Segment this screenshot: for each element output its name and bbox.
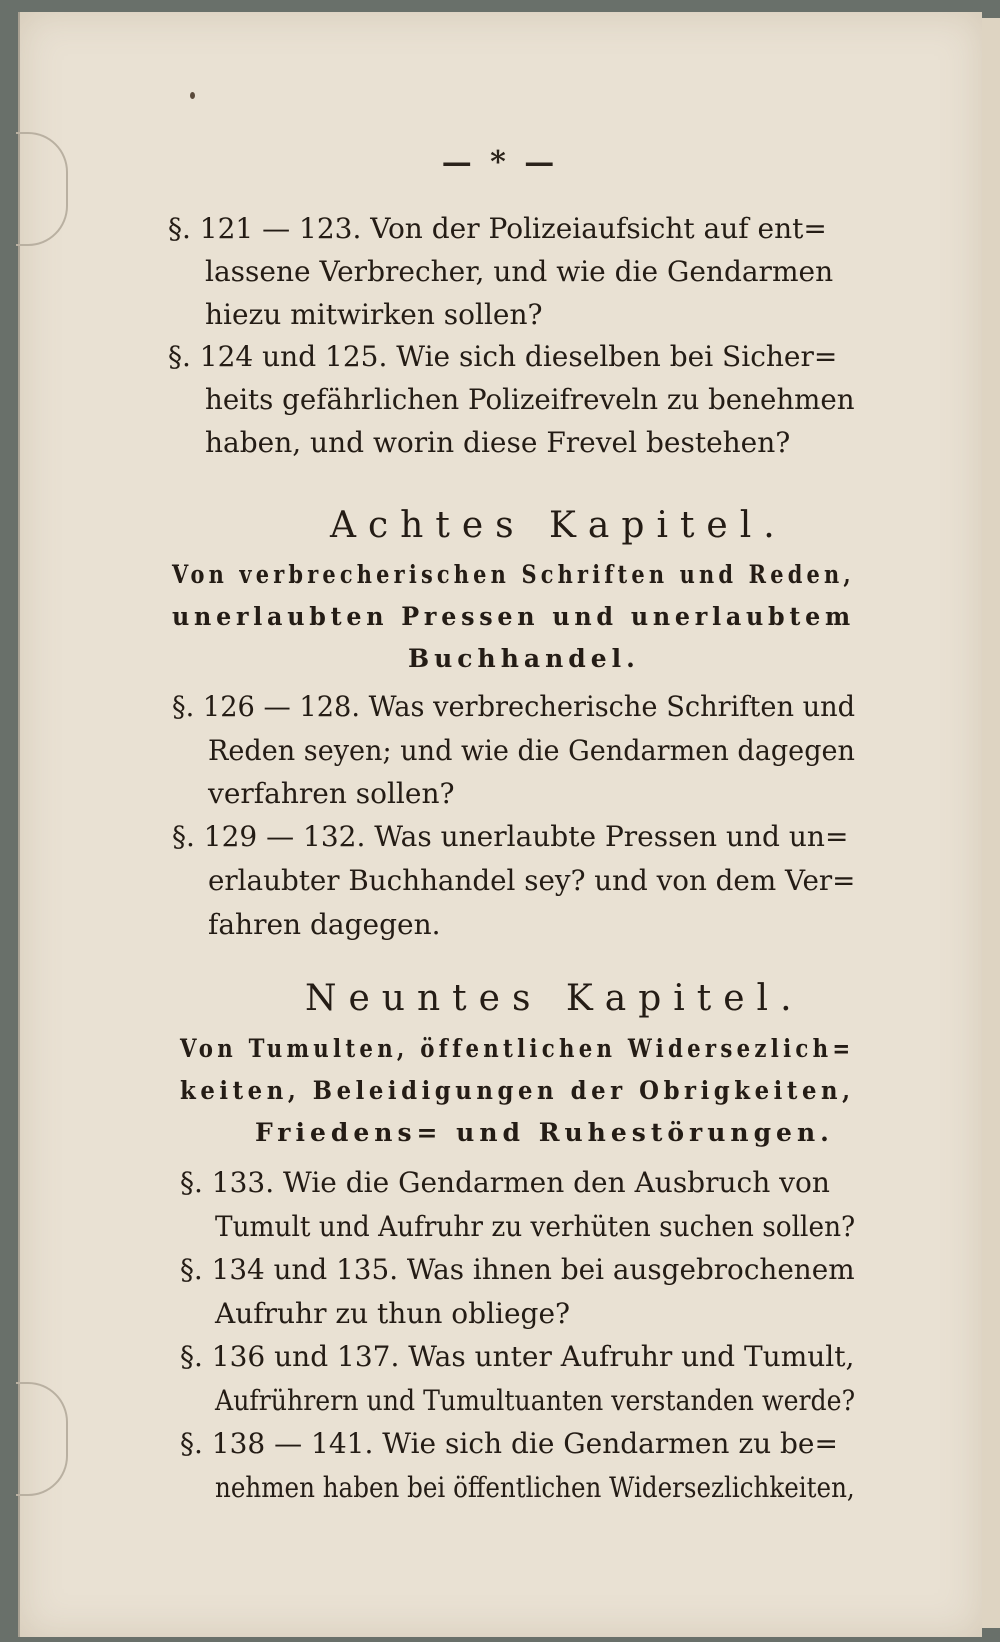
text-line: §. 134 und 135. Was ihnen bei ausgebrochenem xyxy=(180,1253,855,1286)
chapter-subtitle-line: Von Tumulten, öffentlichen Widersezlich= xyxy=(180,1034,855,1063)
text-line: fahren dagegen. xyxy=(208,908,441,941)
text-line: nehmen haben bei öffentlichen Widersezlichkeiten, xyxy=(215,1471,855,1504)
text-line: lassene Verbrecher, und wie die Gendarmen xyxy=(205,255,834,288)
text-line: Aufruhr zu thun obliege? xyxy=(215,1297,571,1330)
text-line: heits gefährlichen Polizeifreveln zu benehmen xyxy=(205,383,855,416)
chapter-subtitle-line: keiten, Beleidigungen der Obrigkeiten, xyxy=(180,1076,855,1105)
text-line: hiezu mitwirken sollen? xyxy=(205,298,543,331)
text-line: §. 124 und 125. Wie sich dieselben bei Sicher= xyxy=(168,340,838,373)
text-line: Aufrührern und Tumultuanten verstanden werde? xyxy=(215,1384,856,1417)
text-line: Tumult und Aufruhr zu verhüten suchen sollen? xyxy=(215,1210,856,1243)
text-line: Reden seyen; und wie die Gendarmen dagegen xyxy=(208,734,855,767)
chapter-subtitle-line: Von verbrecherischen Schriften und Reden, xyxy=(172,560,855,589)
chapter-subtitle-line: Buchhandel. xyxy=(408,644,640,673)
text-line: §. 129 — 132. Was unerlaubte Pressen und un= xyxy=(172,820,849,853)
binding-tab-lower xyxy=(16,1382,68,1496)
chapter-heading: Achtes Kapitel. xyxy=(330,505,787,546)
page-ornament: — * — xyxy=(441,145,559,180)
ink-speck xyxy=(190,92,195,99)
text-line: §. 126 — 128. Was verbrecherische Schriften und xyxy=(172,690,856,723)
text-line: haben, und worin diese Frevel bestehen? xyxy=(205,426,791,459)
text-line: §. 133. Wie die Gendarmen den Ausbruch von xyxy=(180,1166,830,1199)
text-line: erlaubter Buchhandel sey? und von dem Ver= xyxy=(208,864,856,897)
chapter-heading: Neuntes Kapitel. xyxy=(305,978,804,1019)
chapter-subtitle-line: unerlaubten Pressen und unerlaubtem xyxy=(172,602,855,631)
chapter-subtitle-line: Friedens= und Ruhestörungen. xyxy=(255,1118,834,1147)
text-line: §. 138 — 141. Wie sich die Gendarmen zu be= xyxy=(180,1427,838,1460)
next-page-edge xyxy=(980,18,1000,1628)
text-line: §. 121 — 123. Von der Polizeiaufsicht auf ent= xyxy=(168,212,827,245)
text-line: verfahren sollen? xyxy=(208,777,455,810)
text-line: §. 136 und 137. Was unter Aufruhr und Tumult, xyxy=(180,1340,855,1373)
